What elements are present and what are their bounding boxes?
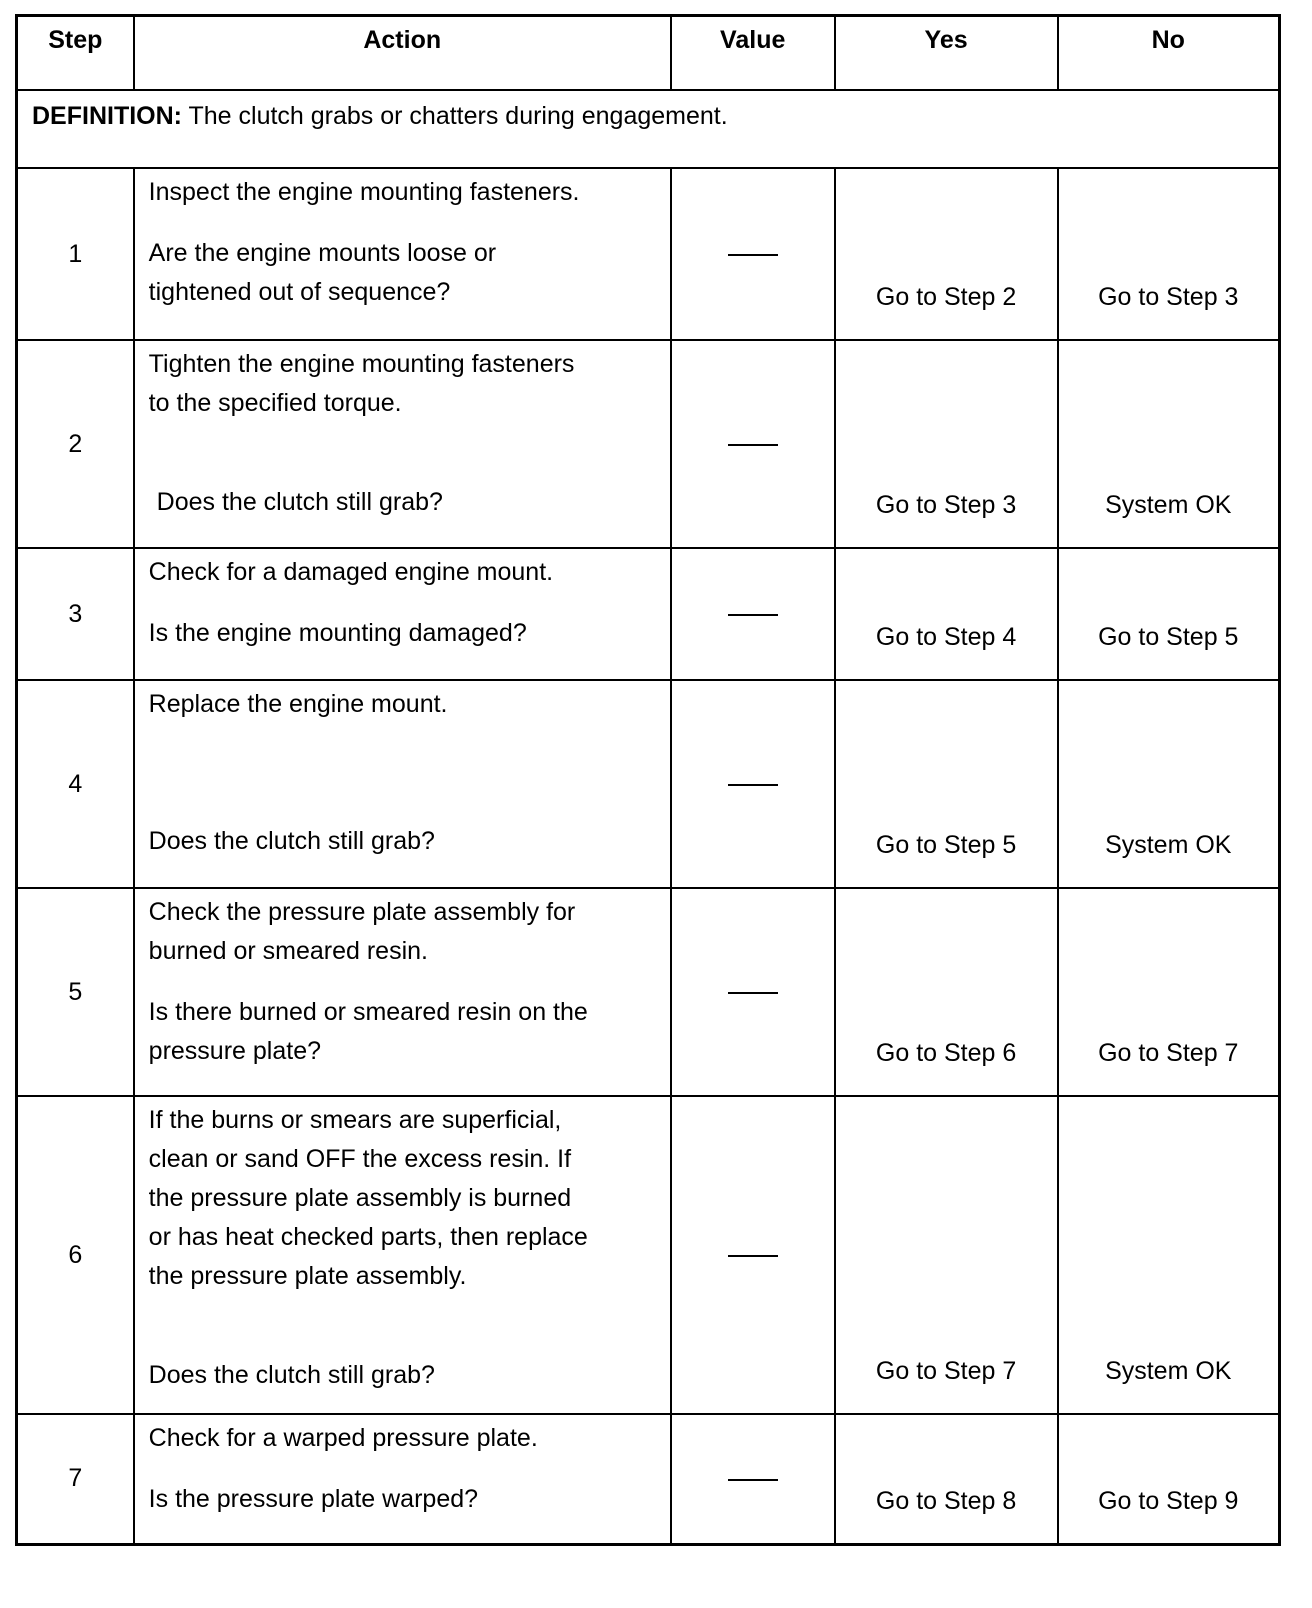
table-row <box>17 1096 1280 1414</box>
action-text: Replace the engine mount. <box>148 690 448 718</box>
question-text: pressure plate? <box>148 1037 321 1065</box>
yes-result: Go to Step 4 <box>835 548 1058 680</box>
value-dash <box>728 992 778 994</box>
action-cell <box>134 1096 671 1414</box>
yes-result: Go to Step 3 <box>835 340 1058 548</box>
action-text: the pressure plate assembly is burned <box>148 1184 572 1212</box>
yes-result: Go to Step 6 <box>835 888 1058 1096</box>
header-step: Step <box>17 16 134 91</box>
value-dash <box>728 784 778 786</box>
header-action: Action <box>134 16 671 91</box>
action-text: to the specified torque. <box>148 389 402 417</box>
no-result: System OK <box>1058 340 1280 548</box>
step-number: 7 <box>17 1414 134 1544</box>
question-text: Does the clutch still grab? <box>156 488 443 516</box>
value-dash <box>728 1255 778 1257</box>
definition-cell <box>17 90 1280 168</box>
value-dash <box>728 444 778 446</box>
action-text: or has heat checked parts, then replace <box>148 1223 588 1251</box>
action-cell <box>134 340 671 548</box>
action-text: Check the pressure plate assembly for <box>148 898 576 926</box>
header-yes: Yes <box>835 16 1058 91</box>
definition-row <box>17 90 1280 168</box>
table-row <box>17 680 1280 888</box>
action-text: clean or sand OFF the excess resin. If <box>148 1145 572 1173</box>
value-cell <box>671 340 835 548</box>
value-cell <box>671 888 835 1096</box>
yes-result: Go to Step 5 <box>835 680 1058 888</box>
yes-result: Go to Step 7 <box>835 1096 1058 1414</box>
value-cell <box>671 1096 835 1414</box>
diagnostic-table <box>15 14 1281 1546</box>
table-row <box>17 888 1280 1096</box>
yes-result: Go to Step 2 <box>835 168 1058 340</box>
action-cell <box>134 168 671 340</box>
action-text: Tighten the engine mounting fasteners <box>148 350 575 378</box>
question-text: tightened out of sequence? <box>148 278 451 306</box>
no-result: Go to Step 9 <box>1058 1414 1280 1544</box>
action-cell <box>134 1414 671 1544</box>
table-row <box>17 1414 1280 1544</box>
no-result: Go to Step 5 <box>1058 548 1280 680</box>
no-result: System OK <box>1058 680 1280 888</box>
header-value: Value <box>671 16 835 91</box>
table-row <box>17 548 1280 680</box>
value-cell <box>671 680 835 888</box>
value-cell <box>671 548 835 680</box>
step-number: 3 <box>17 548 134 680</box>
question-text: Are the engine mounts loose or <box>148 239 497 267</box>
step-number: 4 <box>17 680 134 888</box>
header-no: No <box>1058 16 1280 91</box>
action-cell <box>134 888 671 1096</box>
action-text: Inspect the engine mounting fasteners. <box>148 178 580 206</box>
header-row <box>17 16 1280 91</box>
step-number: 1 <box>17 168 134 340</box>
step-number: 6 <box>17 1096 134 1414</box>
table-row <box>17 340 1280 548</box>
action-text: Check for a damaged engine mount. <box>148 558 554 586</box>
value-dash <box>728 1479 778 1481</box>
action-cell <box>134 548 671 680</box>
value-dash <box>728 614 778 616</box>
no-result: System OK <box>1058 1096 1280 1414</box>
definition-label: DEFINITION: <box>32 102 182 130</box>
value-dash <box>728 254 778 256</box>
no-result: Go to Step 3 <box>1058 168 1280 340</box>
question-text: Is the pressure plate warped? <box>148 1485 479 1513</box>
action-text: Check for a warped pressure plate. <box>148 1424 538 1452</box>
question-text: Does the clutch still grab? <box>148 827 435 855</box>
value-cell <box>671 1414 835 1544</box>
value-cell <box>671 168 835 340</box>
step-number: 2 <box>17 340 134 548</box>
step-number: 5 <box>17 888 134 1096</box>
action-text: burned or smeared resin. <box>148 937 428 965</box>
table-row <box>17 168 1280 340</box>
yes-result: Go to Step 8 <box>835 1414 1058 1544</box>
question-text: Is the engine mounting damaged? <box>148 619 527 647</box>
question-text: Does the clutch still grab? <box>148 1361 435 1389</box>
action-text: If the burns or smears are superficial, <box>148 1106 562 1134</box>
no-result: Go to Step 7 <box>1058 888 1280 1096</box>
action-text: the pressure plate assembly. <box>148 1262 467 1290</box>
definition-text: The clutch grabs or chatters during engagement. <box>182 102 728 130</box>
action-cell <box>134 680 671 888</box>
question-text: Is there burned or smeared resin on the <box>148 998 588 1026</box>
